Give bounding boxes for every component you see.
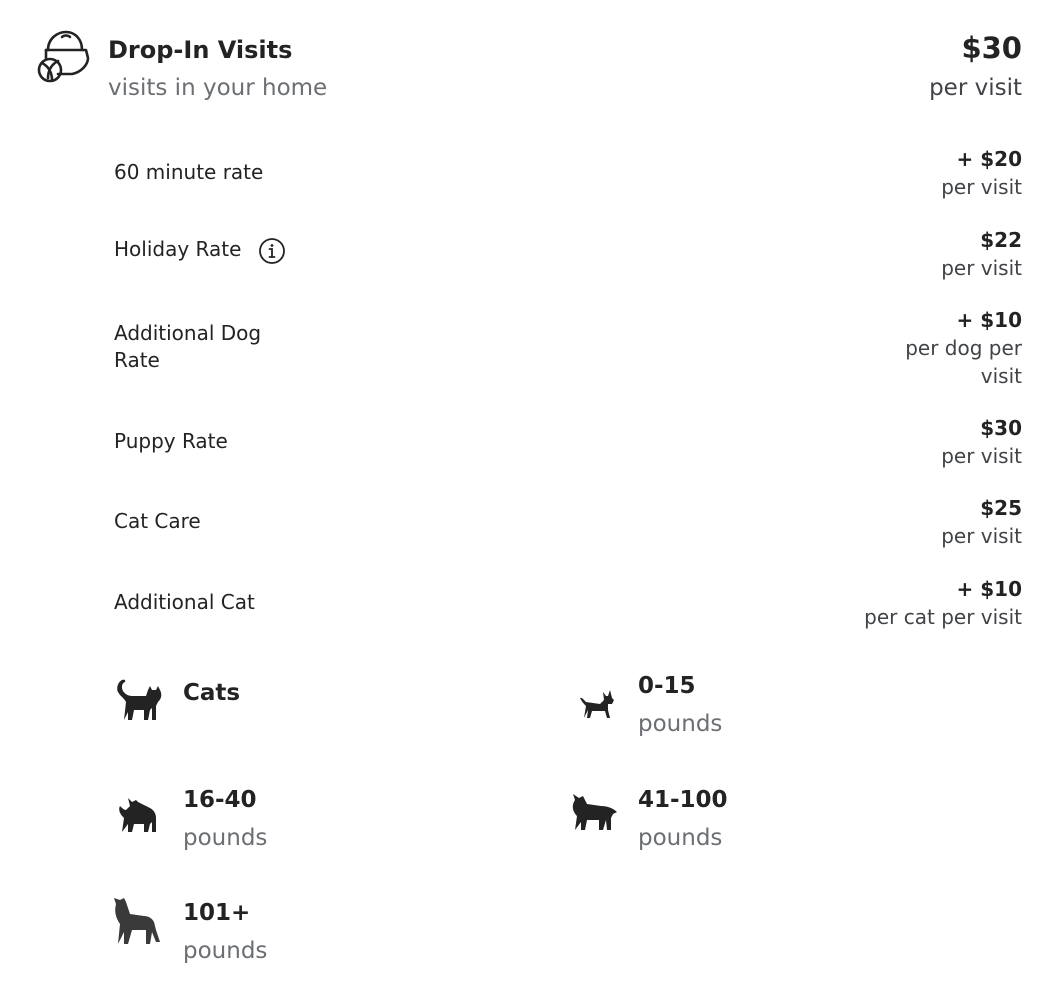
pet-label: 16-40 [183,787,257,813]
rate-amount: + $10 [956,577,1022,601]
rate-unit: per visit [941,524,1022,548]
pet-sub: pounds [638,711,723,737]
rate-price [941,414,1022,470]
medium-dog-icon [110,788,166,844]
service-title: Drop-In Visits [108,36,293,64]
rate-label-wrapper [114,236,286,265]
rate-label: Cat Care [114,509,201,533]
rate-amount: + $20 [956,147,1022,171]
pet-sub: pounds [183,938,268,964]
pet-sub: pounds [183,825,268,851]
rate-unit: per dog per [905,336,1022,360]
rate-price [941,145,1022,201]
pet-label: 101+ [183,900,251,926]
rate-price [864,575,1022,631]
service-subtitle: visits in your home [108,75,328,101]
rate-unit: visit [980,364,1022,388]
pet-label: Cats [183,680,241,706]
rate-price [941,494,1022,550]
rate-unit: per visit [941,444,1022,468]
rate-label: Puppy Rate [114,429,228,453]
service-header [0,0,1061,120]
rate-price [941,226,1022,282]
rate-amount: $25 [980,496,1022,520]
food-bowl-icon [36,28,92,84]
pet-label: 0-15 [638,673,696,699]
rate-unit: per visit [941,175,1022,199]
rate-label-line: Additional Dog [114,321,262,345]
rate-unit: per cat per visit [864,605,1022,629]
rate-label: Additional Cat [114,590,255,614]
rate-price [905,306,1022,390]
rate-label-line: Rate [114,348,160,372]
rate-amount: $22 [980,228,1022,252]
pet-sub: pounds [638,825,723,851]
rate-label: 60 minute rate [114,160,264,184]
giant-dog-icon [108,892,164,948]
rate-amount: + $10 [956,308,1022,332]
info-icon[interactable] [258,237,286,265]
small-dog-icon [570,676,626,732]
pet-label: 41-100 [638,787,728,813]
cat-icon [110,672,166,728]
rate-label: Holiday Rate [114,237,242,261]
base-price-unit: per visit [929,75,1022,101]
rate-amount: $30 [980,416,1022,440]
rate-unit: per visit [941,256,1022,280]
rate-label [114,320,261,374]
base-price: $30 [961,31,1022,65]
large-dog-icon [565,784,621,840]
